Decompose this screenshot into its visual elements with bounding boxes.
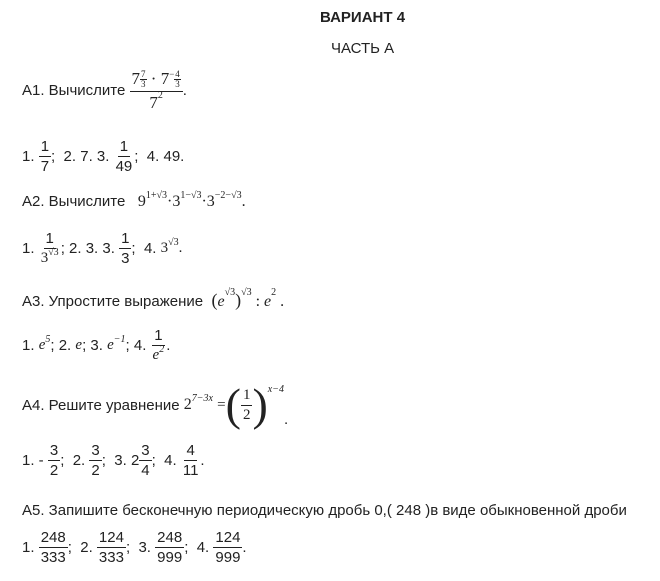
a3-option-1-value: $e^5$ xyxy=(38,334,51,353)
a4-right-paren: ) xyxy=(252,379,268,430)
a3-option-3-value: $e^{-1}$ xyxy=(107,334,126,353)
a3-expression: $(e^{√3})^{√3}$ : $e^2$ . xyxy=(211,287,285,310)
a4-label: А4. Решите уравнение xyxy=(22,396,180,414)
sep: ; xyxy=(134,148,139,165)
a1-label: А1. Вычислите xyxy=(22,82,126,99)
a4-option-4-value: $\frac{4}{11}$ xyxy=(182,442,199,479)
a1-base-2: 7 xyxy=(160,69,170,88)
sep: ; xyxy=(82,337,87,354)
sep: ; xyxy=(60,240,65,257)
a2-option-1: 1. xyxy=(22,240,35,257)
a5-option-1: 1. xyxy=(22,539,35,556)
a5-option-4: 4. xyxy=(196,539,210,556)
a1-denominator: $7^2$ xyxy=(149,90,163,112)
a1-option-2: 2. 7. xyxy=(63,148,93,165)
a4-option-4: 4. xyxy=(164,452,177,469)
a3-option-3: 3. xyxy=(90,337,103,354)
a3-option-4-value: $\frac{1}{e^2}$ xyxy=(152,327,165,363)
a5-question: А5. Запишите бесконечную периодическую дробь 0,( 248 )в виде обыкновенной дроби xyxy=(22,502,627,519)
a1-option-3: 3. xyxy=(96,148,110,165)
a2-answers xyxy=(22,231,182,266)
a4-fraction: $\frac{1}{2}$ xyxy=(242,386,251,423)
a4-expression: $2^{7-3x}$ xyxy=(183,393,213,413)
a5-option-2-value: $\frac{124}{333}$ xyxy=(98,529,124,566)
a2-option-1-value: $\frac{1}{3^{√3}}$ xyxy=(40,230,59,266)
sep: ; xyxy=(151,452,156,469)
sep: ; xyxy=(131,240,136,257)
a5-option-3: 3. xyxy=(138,539,151,556)
a1-base-1: 7 xyxy=(131,69,141,88)
a4-option-3-value: $\frac{3}{4}$ xyxy=(141,442,150,479)
a4-left-paren: ( xyxy=(225,379,241,430)
a4-option-2: 2. xyxy=(72,452,86,469)
a2-option-3-value: $\frac{1}{3}$ xyxy=(121,230,130,267)
sep: ; xyxy=(60,452,65,469)
a1-question xyxy=(22,70,187,111)
a2-option-4: 4. xyxy=(143,240,157,257)
sep: ; xyxy=(125,337,130,354)
a4-option-2-value: $\frac{3}{2}$ xyxy=(91,442,100,479)
a1-dot: · xyxy=(150,69,157,88)
end: . xyxy=(166,337,171,354)
a3-option-1: 1. xyxy=(22,337,35,354)
sep: ; xyxy=(50,337,55,354)
a4-option-1: 1. - xyxy=(22,452,44,469)
a5-option-3-value: $\frac{248}{999}$ xyxy=(157,529,183,566)
a5-answers xyxy=(22,530,247,565)
a1-option-1-value: $\frac{1}{7}$ xyxy=(40,138,50,175)
a3-option-4: 4. xyxy=(133,337,147,354)
a4-outer-exp: x−4 xyxy=(267,384,284,395)
part-title: ЧАСТЬ А xyxy=(331,40,395,57)
a3-question xyxy=(22,287,285,311)
a4-option-1-value: $\frac{3}{2}$ xyxy=(49,442,59,479)
a5-option-4-value: $\frac{124}{999}$ xyxy=(215,529,241,566)
a1-option-4: 4. 49. xyxy=(146,148,185,165)
a2-label: А2. Вычислите xyxy=(22,193,126,210)
sep: ; xyxy=(51,148,56,165)
sep: ; xyxy=(101,452,106,469)
end: . xyxy=(242,539,247,556)
a1-end: . xyxy=(182,82,187,99)
a2-option-2: 2. 3. xyxy=(69,240,99,257)
a2-option-3: 3. xyxy=(102,240,115,257)
a1-option-1: 1. xyxy=(22,148,35,165)
sep: ; xyxy=(184,539,189,556)
a4-equals: = xyxy=(217,396,226,413)
a3-option-2: 2. xyxy=(58,337,72,354)
a3-label: А3. Упростите выражение xyxy=(22,293,204,310)
a4-end: . xyxy=(283,411,289,428)
a5-option-1-value: $\frac{248}{333}$ xyxy=(40,529,66,566)
a1-exp2-sign: − xyxy=(169,69,175,79)
a4-option-3: 3. xyxy=(114,452,127,469)
a4-option-3-whole: 2 xyxy=(130,452,140,469)
a1-expression xyxy=(130,70,183,111)
a1-exp-1: $\frac{7}{3}$ xyxy=(141,69,146,89)
end: . xyxy=(200,452,205,469)
a1-answers xyxy=(22,139,184,174)
a1-numerator xyxy=(130,70,183,92)
a1-option-3-value: $\frac{1}{49}$ xyxy=(115,138,133,175)
sep: ; xyxy=(125,539,131,556)
sep: ; xyxy=(67,539,72,556)
a3-option-2-value: e xyxy=(75,337,83,353)
a4-question xyxy=(22,379,289,430)
variant-title: ВАРИАНТ 4 xyxy=(320,9,406,26)
a2-option-4-value: $3^{√3}$. xyxy=(160,237,183,256)
a4-answers xyxy=(22,443,205,478)
a5-option-2: 2. xyxy=(80,539,93,556)
a3-answers xyxy=(22,328,170,363)
a1-exp-2: $\frac{4}{3}$ xyxy=(175,69,180,89)
a2-expression: $9^{1+√3}\cdot 3^{1-√3}\cdot 3^{-2-√3}$. xyxy=(137,190,246,210)
a2-question xyxy=(22,190,246,211)
